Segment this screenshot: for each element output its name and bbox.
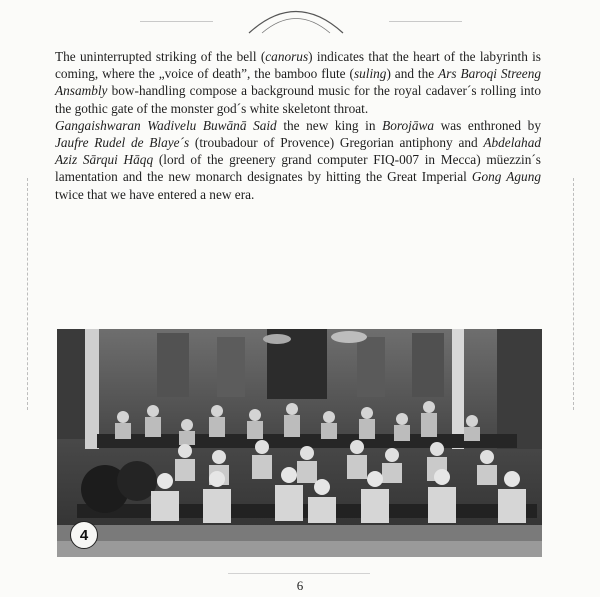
italic-name: Abdelahad Aziz Sārqui Hāqq: [55, 135, 541, 168]
text-segment: The uninterrupted striking of the bell (: [55, 49, 266, 64]
photo-number-badge: 4: [70, 521, 98, 549]
italic-term: Ars Baroqi Streeng Ansambly: [55, 66, 541, 99]
text-segment: (lord of the greenery grand computer FIQ-007 in Mecca) müezzin´s lamentation and the new monarch designates by hitting the Great Imperial: [55, 152, 541, 185]
italic-name: Gong Agung: [471, 169, 541, 185]
left-margin-dash: [27, 178, 28, 410]
text-segment: bow-handling compose a background music for the royal cadaver´s rolling into the gothic gate of the monster god´s white skeletont throat.: [55, 83, 541, 116]
italic-name: Borojāwa: [382, 117, 435, 133]
italic-term: canorus: [265, 49, 309, 64]
text-segment: ) and the: [386, 66, 439, 82]
text-segment: (troubadour of Provence) Gregorian antiphony and: [189, 135, 484, 151]
italic-term: suling: [353, 66, 387, 82]
text-segment: twice that we have entered a new era.: [55, 186, 255, 202]
italic-name: Jaufre Rudel de Blaye´s: [55, 135, 190, 151]
top-rule-left: [140, 21, 213, 22]
page-number: 6: [296, 578, 304, 593]
italic-name: Gangaishwaran Wadivelu Buwānā Said: [55, 117, 277, 133]
bottom-rule: [228, 573, 370, 574]
body-text: [55, 48, 541, 203]
top-arc-ornament: [246, 2, 346, 34]
paragraph-1: [55, 48, 541, 117]
gamelan-orchestra-photo: [57, 329, 542, 557]
right-margin-dash: [573, 178, 574, 410]
text-segment: ) indicates that the heart of the labyrinth is coming, where the „voice of death”, the bamboo flute (: [55, 49, 541, 82]
text-segment: the new king in: [276, 117, 383, 133]
photo-illustration: [57, 329, 542, 557]
text-segment: was enthroned by: [434, 117, 541, 133]
paragraph-2: [55, 117, 541, 203]
top-rule-right: [389, 21, 462, 22]
